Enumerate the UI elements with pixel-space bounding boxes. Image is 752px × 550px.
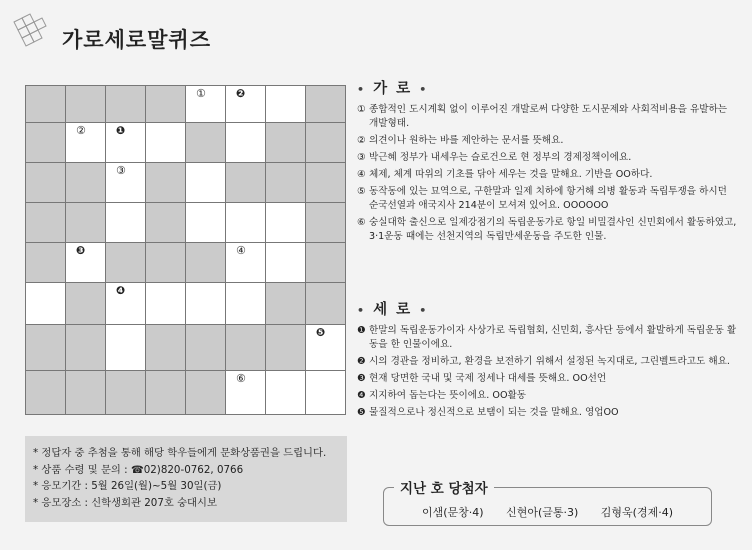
- clue-item: [357, 151, 737, 165]
- grid-cell[interactable]: [66, 123, 106, 163]
- clue-item-number: ③: [357, 152, 366, 163]
- grid-cell-shaded: [186, 123, 226, 163]
- grid-cell[interactable]: [26, 283, 66, 325]
- clue-number: ❶: [116, 124, 126, 137]
- grid-cell-shaded: [306, 243, 346, 283]
- clue-item: [357, 324, 737, 352]
- clue-item-text: 한말의 독립운동가이자 사상가로 독립협회, 신민회, 흥사단 등에서 활발하게 독립운동 활동을 한 인물이에요.: [369, 325, 737, 350]
- grid-cell-shaded: [266, 123, 306, 163]
- grid-cell-shaded: [266, 283, 306, 325]
- clue-item: [357, 134, 737, 148]
- grid-cell[interactable]: [226, 371, 266, 415]
- grid-cell[interactable]: [106, 163, 146, 203]
- grid-cell[interactable]: [306, 371, 346, 415]
- grid-cell-shaded: [306, 163, 346, 203]
- crossword-logo-icon: [8, 8, 54, 54]
- grid-cell-shaded: [146, 325, 186, 371]
- grid-cell-shaded: [146, 163, 186, 203]
- clue-item-text: 지지하여 돕는다는 뜻이에요. OO활동: [369, 390, 527, 401]
- grid-cell-shaded: [226, 163, 266, 203]
- grid-cell[interactable]: [226, 86, 266, 123]
- grid-cell[interactable]: [106, 325, 146, 371]
- grid-cell[interactable]: [186, 163, 226, 203]
- grid-cell-shaded: [146, 203, 186, 243]
- grid-cell-shaded: [26, 203, 66, 243]
- grid-cell-shaded: [266, 163, 306, 203]
- grid-cell-shaded: [66, 203, 106, 243]
- clue-item-number: ⑥: [357, 217, 366, 228]
- grid-cell-shaded: [26, 163, 66, 203]
- clue-item-number: ⑤: [357, 186, 366, 197]
- grid-cell-shaded: [26, 325, 66, 371]
- clue-item-text: 시의 경관을 정비하고, 환경을 보전하기 위해서 설정된 녹지대로, 그린벨트라고도 해요.: [369, 356, 730, 367]
- grid-cell[interactable]: [306, 325, 346, 371]
- grid-cell-shaded: [66, 163, 106, 203]
- notice-line: * 정답자 중 추첨을 통해 해당 학우들에게 문화상품권을 드립니다.: [33, 447, 327, 459]
- grid-cell-shaded: [26, 123, 66, 163]
- grid-cell[interactable]: [106, 203, 146, 243]
- grid-cell[interactable]: [186, 283, 226, 325]
- clue-number: ❹: [116, 284, 126, 297]
- grid-cell[interactable]: [106, 123, 146, 163]
- clue-number: ③: [116, 164, 126, 177]
- clue-item-text: 박근혜 정부가 내세우는 슬로건으로 현 정부의 경제정책이에요.: [369, 152, 632, 163]
- grid-cell-shaded: [66, 325, 106, 371]
- grid-cell-shaded: [66, 371, 106, 415]
- grid-cell-shaded: [266, 325, 306, 371]
- grid-cell[interactable]: [186, 203, 226, 243]
- winner-name: 김형욱(경제·4): [600, 506, 674, 519]
- clue-item-number: ①: [357, 104, 366, 115]
- clue-number: ⑥: [236, 372, 246, 385]
- clue-item-number: ❹: [357, 390, 366, 401]
- grid-cell-shaded: [26, 86, 66, 123]
- grid-cell[interactable]: [146, 123, 186, 163]
- grid-cell[interactable]: [226, 123, 266, 163]
- grid-cell-shaded: [146, 371, 186, 415]
- clue-item-text: 종합적인 도시계획 없이 이루어진 개발로써 다양한 도시문제와 사회적비용을 유발하는 개발형태.: [369, 104, 728, 129]
- clue-item-number: ④: [357, 169, 366, 180]
- grid-cell-shaded: [106, 371, 146, 415]
- winners-box: [383, 481, 712, 526]
- grid-cell-shaded: [146, 243, 186, 283]
- clue-number: ②: [76, 124, 86, 137]
- grid-cell-shaded: [106, 243, 146, 283]
- winners-names: [384, 504, 711, 520]
- grid-cell-shaded: [186, 243, 226, 283]
- grid-cell[interactable]: [66, 243, 106, 283]
- grid-cell[interactable]: [106, 283, 146, 325]
- clue-number: ①: [196, 87, 206, 100]
- clue-item: [357, 185, 737, 213]
- grid-cell[interactable]: [186, 86, 226, 123]
- clue-item-text: 물질적으로나 정신적으로 보탬이 되는 것을 말해요. 영업OO: [369, 407, 619, 418]
- across-heading: • 가 로 •: [357, 81, 429, 97]
- grid-cell[interactable]: [266, 243, 306, 283]
- page-title: 가로세로말퀴즈: [62, 28, 212, 52]
- grid-cell[interactable]: [266, 86, 306, 123]
- clue-number: ❷: [236, 87, 246, 100]
- clue-item: [357, 355, 737, 369]
- grid-cell[interactable]: [226, 283, 266, 325]
- grid-cell[interactable]: [226, 203, 266, 243]
- grid-cell[interactable]: [226, 243, 266, 283]
- across-heading-text: 가 로: [373, 81, 413, 97]
- grid-cell-shaded: [66, 283, 106, 325]
- grid-cell-shaded: [306, 283, 346, 325]
- grid-cell-shaded: [146, 86, 186, 123]
- notice-line: * 응모장소 : 신학생회관 207호 숭대시보: [33, 496, 217, 509]
- grid-cell[interactable]: [266, 203, 306, 243]
- grid-cell-shaded: [226, 325, 266, 371]
- winner-name: 이샘(문창·4): [421, 506, 484, 519]
- clue-item-text: 의견이나 원하는 바를 제안하는 문서를 뜻해요.: [369, 135, 564, 146]
- clue-item-text: 체제, 체계 따위의 기초를 닦아 세우는 것을 말해요. 기반을 OO하다.: [369, 169, 653, 180]
- clue-item-number: ②: [357, 135, 366, 146]
- grid-cell-shaded: [66, 86, 106, 123]
- across-clues: [357, 82, 737, 247]
- clue-item-text: 숭실대학 출신으로 일제강점기의 독립운동가로 항일 비밀결사인 신민회에서 활동하였고, 3·1운동 때에는 선천지역의 독립만세운동을 주도한 인물.: [369, 217, 737, 242]
- clue-item-number: ❸: [357, 373, 366, 384]
- clue-number: ❸: [76, 244, 86, 257]
- crossword-grid: [25, 85, 346, 415]
- clue-item-text: 현재 당면한 국내 및 국제 정세나 대세를 뜻해요. OO선언: [369, 373, 607, 384]
- grid-cell-shaded: [306, 86, 346, 123]
- clue-item-number: ❶: [357, 325, 366, 336]
- winner-name: 신현아(글통·3): [506, 506, 579, 519]
- grid-cell[interactable]: [146, 283, 186, 325]
- clue-item-number: ❺: [357, 407, 366, 418]
- clue-item: [357, 389, 737, 403]
- down-heading-text: 세 로: [373, 302, 413, 318]
- grid-cell-shaded: [306, 123, 346, 163]
- grid-cell-shaded: [106, 86, 146, 123]
- down-clues: [357, 303, 737, 423]
- clue-item: [357, 372, 737, 386]
- winners-title: 지난 호 당첨자: [394, 477, 494, 497]
- clue-number: ❺: [316, 326, 326, 339]
- notice-box: [25, 436, 347, 522]
- grid-cell-shaded: [26, 371, 66, 415]
- clue-item: [357, 406, 737, 420]
- clue-item-text: 동작동에 있는 묘역으로, 구한말과 일제 치하에 항거해 의병 활동과 독립투쟁을 하시던 순국선열과 애국지사 214분이 모셔져 있어요. OOOOOO: [369, 186, 727, 211]
- notice-line: * 응모기간 : 5월 26일(월)~5월 30일(금): [33, 480, 222, 492]
- grid-cell-shaded: [306, 203, 346, 243]
- clue-item: [357, 168, 737, 182]
- clue-number: ④: [236, 244, 246, 257]
- grid-cell-shaded: [26, 243, 66, 283]
- grid-cell-shaded: [186, 325, 226, 371]
- clue-item-number: ❷: [357, 356, 366, 367]
- clue-item: [357, 103, 737, 131]
- grid-cell-shaded: [186, 371, 226, 415]
- grid-cell[interactable]: [266, 371, 306, 415]
- clue-item: [357, 216, 737, 244]
- notice-line: * 상품 수령 및 문의 : ☎02)820-0762, 0766: [33, 463, 244, 476]
- down-heading: • 세 로 •: [357, 302, 429, 318]
